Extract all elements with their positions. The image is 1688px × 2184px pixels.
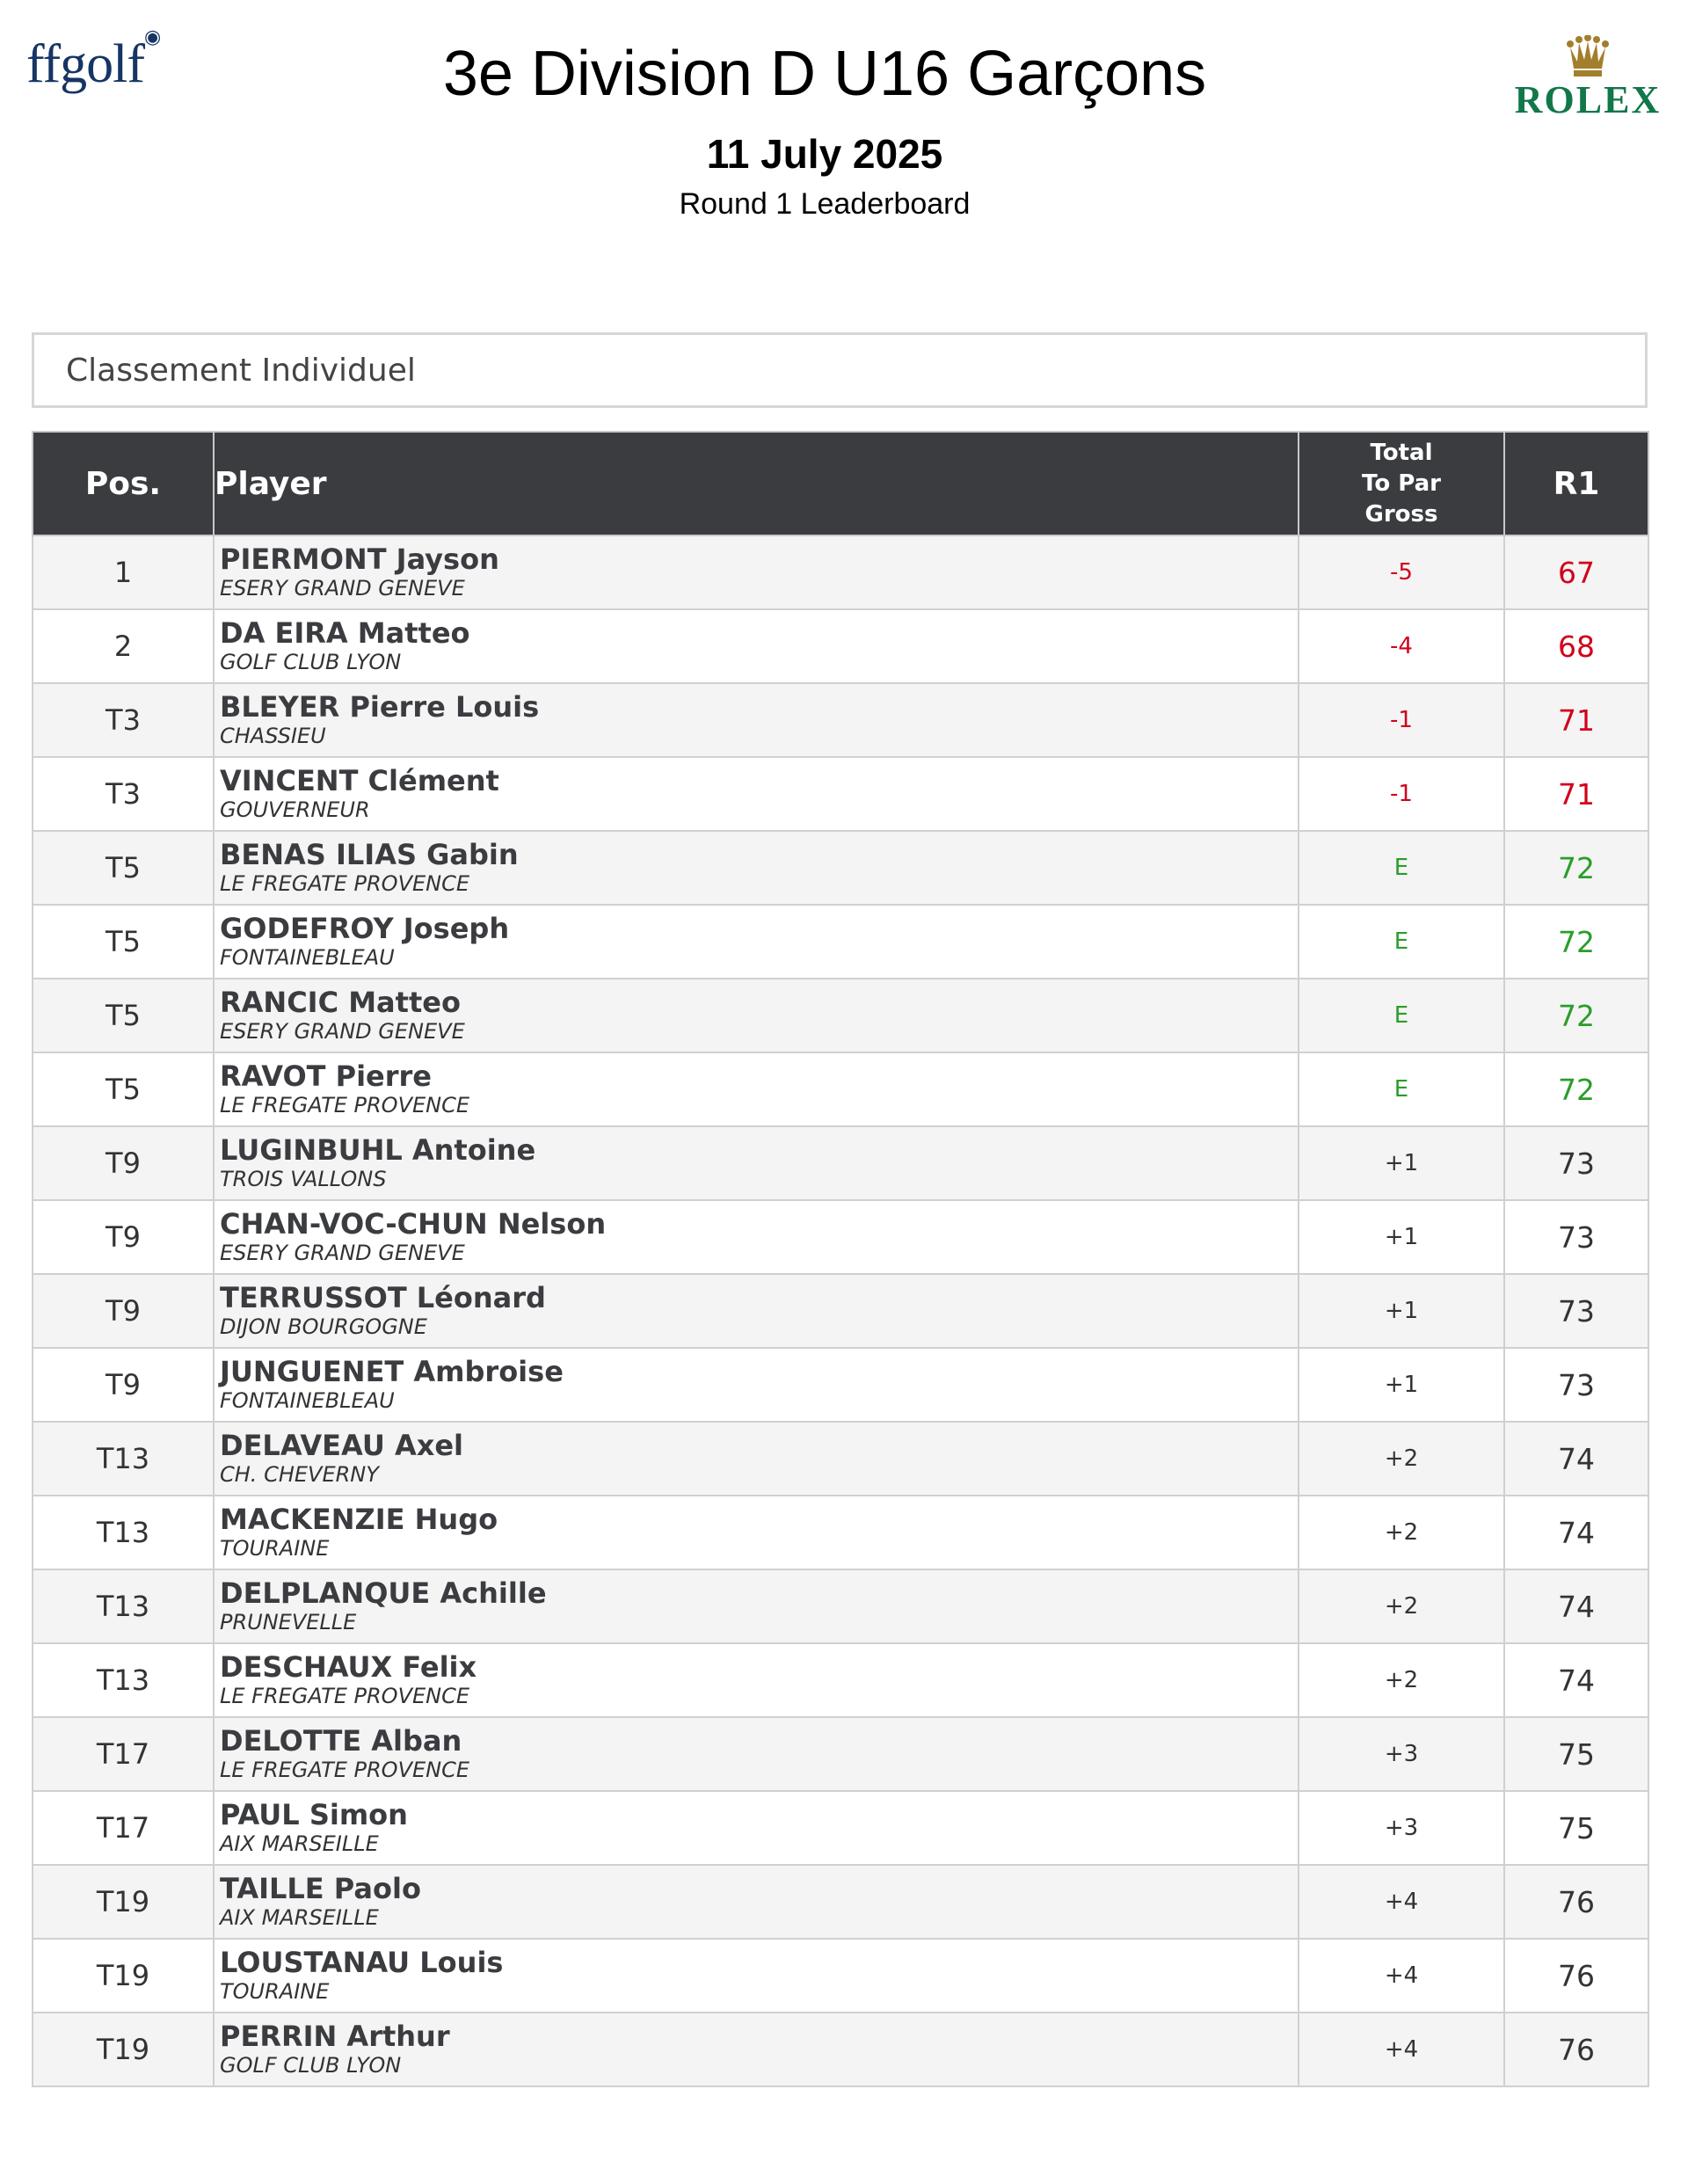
player-club: LE FREGATE PROVENCE xyxy=(220,871,470,896)
round-label: Round 1 Leaderboard xyxy=(679,187,971,221)
position-cell: 1 xyxy=(33,535,214,609)
player-name[interactable]: JUNGUENET Ambroise xyxy=(220,1355,564,1388)
section-title: Classement Individuel xyxy=(66,353,416,389)
to-par-cell: +1 xyxy=(1299,1126,1504,1200)
player-club: GOLF CLUB LYON xyxy=(220,2053,402,2078)
player-name[interactable]: MACKENZIE Hugo xyxy=(220,1503,498,1536)
player-name[interactable]: TERRUSSOT Léonard xyxy=(220,1281,546,1314)
round1-score-cell: 67 xyxy=(1504,535,1648,609)
ffgolf-swirl-icon: ◉ xyxy=(144,25,161,48)
to-par-cell: +4 xyxy=(1299,1939,1504,2013)
table-row[interactable] xyxy=(33,1496,1648,1569)
to-par-cell: +3 xyxy=(1299,1791,1504,1865)
position-cell: T9 xyxy=(33,1348,214,1422)
player-cell[interactable] xyxy=(214,1643,1299,1717)
player-club: CHASSIEU xyxy=(220,724,326,748)
to-par-cell: E xyxy=(1299,905,1504,979)
player-cell[interactable] xyxy=(214,1200,1299,1274)
player-club: TOURAINE xyxy=(220,1536,330,1561)
to-par-cell: -1 xyxy=(1299,757,1504,831)
player-club: FONTAINEBLEAU xyxy=(220,1388,395,1413)
event-date: 11 July 2025 xyxy=(706,131,943,177)
round1-score-cell: 72 xyxy=(1504,1052,1648,1126)
round1-score-cell: 71 xyxy=(1504,757,1648,831)
player-club: CH. CHEVERNY xyxy=(220,1462,379,1487)
position-cell: T13 xyxy=(33,1643,214,1717)
player-name[interactable]: RAVOT Pierre xyxy=(220,1059,432,1093)
round1-score-cell: 76 xyxy=(1504,1865,1648,1939)
player-cell[interactable] xyxy=(214,1422,1299,1496)
round1-score-cell: 71 xyxy=(1504,683,1648,757)
player-name[interactable]: PERRIN Arthur xyxy=(220,2020,450,2053)
player-club: ESERY GRAND GENEVE xyxy=(220,1241,465,1265)
player-club: PRUNEVELLE xyxy=(220,1610,357,1634)
to-par-cell: +1 xyxy=(1299,1348,1504,1422)
player-club: GOUVERNEUR xyxy=(220,797,370,822)
player-club: LE FREGATE PROVENCE xyxy=(220,1684,470,1708)
table-row[interactable] xyxy=(33,1865,1648,1939)
player-name[interactable]: DELOTTE Alban xyxy=(220,1724,462,1758)
column-header-par-line3: Gross xyxy=(1364,500,1438,528)
player-club: FONTAINEBLEAU xyxy=(220,945,395,970)
player-cell[interactable] xyxy=(214,535,1299,609)
player-cell[interactable] xyxy=(214,1496,1299,1569)
table-row[interactable] xyxy=(33,979,1648,1052)
player-name[interactable]: LOUSTANAU Louis xyxy=(220,1946,504,1979)
player-club: ESERY GRAND GENEVE xyxy=(220,1019,465,1044)
round1-score-cell: 75 xyxy=(1504,1717,1648,1791)
to-par-cell: +2 xyxy=(1299,1496,1504,1569)
table-row[interactable] xyxy=(33,1348,1648,1422)
round1-score-cell: 73 xyxy=(1504,1274,1648,1348)
ffgolf-logo-text: ffgolf xyxy=(26,34,145,94)
player-cell[interactable] xyxy=(214,609,1299,683)
table-row[interactable] xyxy=(33,1569,1648,1643)
round1-score-cell: 75 xyxy=(1504,1791,1648,1865)
to-par-cell: E xyxy=(1299,831,1504,905)
position-cell: T9 xyxy=(33,1200,214,1274)
player-name[interactable]: VINCENT Clément xyxy=(220,764,499,797)
player-name[interactable]: DELPLANQUE Achille xyxy=(220,1576,547,1610)
table-row[interactable] xyxy=(33,1791,1648,1865)
position-cell: T3 xyxy=(33,757,214,831)
player-cell[interactable] xyxy=(214,831,1299,905)
table-row[interactable] xyxy=(33,1643,1648,1717)
column-header-player[interactable]: Player xyxy=(214,432,1299,535)
round1-score-cell: 76 xyxy=(1504,1939,1648,2013)
player-cell[interactable] xyxy=(214,1717,1299,1791)
player-name[interactable]: BENAS ILIAS Gabin xyxy=(220,838,519,871)
player-cell[interactable] xyxy=(214,1865,1299,1939)
player-name[interactable]: DA EIRA Matteo xyxy=(220,616,470,650)
table-row[interactable] xyxy=(33,1126,1648,1200)
to-par-cell: E xyxy=(1299,979,1504,1052)
to-par-cell: +4 xyxy=(1299,1865,1504,1939)
player-cell[interactable] xyxy=(214,1791,1299,1865)
player-club: AIX MARSEILLE xyxy=(220,1831,379,1856)
position-cell: T9 xyxy=(33,1274,214,1348)
table-row[interactable] xyxy=(33,1422,1648,1496)
to-par-cell: E xyxy=(1299,1052,1504,1126)
player-cell[interactable] xyxy=(214,1126,1299,1200)
player-name[interactable]: DELAVEAU Axel xyxy=(220,1429,464,1462)
to-par-cell: +2 xyxy=(1299,1422,1504,1496)
player-cell[interactable] xyxy=(214,979,1299,1052)
round1-score-cell: 74 xyxy=(1504,1643,1648,1717)
player-club: TROIS VALLONS xyxy=(220,1167,387,1191)
round1-score-cell: 72 xyxy=(1504,831,1648,905)
position-cell: T3 xyxy=(33,683,214,757)
player-name[interactable]: RANCIC Matteo xyxy=(220,986,461,1019)
to-par-cell: -5 xyxy=(1299,535,1504,609)
player-cell[interactable] xyxy=(214,1569,1299,1643)
player-name[interactable]: LUGINBUHL Antoine xyxy=(220,1133,536,1167)
to-par-cell: +2 xyxy=(1299,1569,1504,1643)
round1-score-cell: 76 xyxy=(1504,2013,1648,2086)
table-header-row xyxy=(33,432,1648,535)
player-name[interactable]: BLEYER Pierre Louis xyxy=(220,690,540,724)
position-cell: T19 xyxy=(33,1939,214,2013)
player-name[interactable]: TAILLE Paolo xyxy=(220,1872,421,1905)
round1-score-cell: 68 xyxy=(1504,609,1648,683)
to-par-cell: +1 xyxy=(1299,1200,1504,1274)
position-cell: T13 xyxy=(33,1422,214,1496)
table-row[interactable] xyxy=(33,905,1648,979)
player-club: AIX MARSEILLE xyxy=(220,1905,379,1930)
to-par-cell: +2 xyxy=(1299,1643,1504,1717)
position-cell: T17 xyxy=(33,1717,214,1791)
position-cell: T19 xyxy=(33,1865,214,1939)
table-row[interactable] xyxy=(33,683,1648,757)
column-header-total-to-par[interactable] xyxy=(1299,432,1504,535)
round1-score-cell: 74 xyxy=(1504,1569,1648,1643)
table-row[interactable] xyxy=(33,831,1648,905)
table-row[interactable] xyxy=(33,609,1648,683)
to-par-cell: -1 xyxy=(1299,683,1504,757)
position-cell: T17 xyxy=(33,1791,214,1865)
position-cell: T13 xyxy=(33,1496,214,1569)
round1-score-cell: 73 xyxy=(1504,1126,1648,1200)
to-par-cell: +4 xyxy=(1299,2013,1504,2086)
table-row[interactable] xyxy=(33,2013,1648,2086)
table-row[interactable] xyxy=(33,1200,1648,1274)
round1-score-cell: 73 xyxy=(1504,1348,1648,1422)
table-row[interactable] xyxy=(33,1052,1648,1126)
leaderboard-table xyxy=(32,431,1649,2087)
player-name[interactable]: CHAN-VOC-CHUN Nelson xyxy=(220,1207,607,1241)
player-name[interactable]: PAUL Simon xyxy=(220,1798,408,1831)
round1-score-cell: 74 xyxy=(1504,1422,1648,1496)
position-cell: T19 xyxy=(33,2013,214,2086)
player-name[interactable]: GODEFROY Joseph xyxy=(220,912,510,945)
player-cell[interactable] xyxy=(214,1274,1299,1348)
player-cell[interactable] xyxy=(214,1348,1299,1422)
player-club: LE FREGATE PROVENCE xyxy=(220,1093,470,1117)
column-header-pos[interactable]: Pos. xyxy=(33,432,214,535)
player-club: ESERY GRAND GENEVE xyxy=(220,576,465,601)
player-cell[interactable] xyxy=(214,683,1299,757)
rolex-logo-text: ROLEX xyxy=(1514,78,1662,121)
player-name[interactable]: PIERMONT Jayson xyxy=(220,542,499,576)
table-row[interactable] xyxy=(33,757,1648,831)
player-cell[interactable] xyxy=(214,905,1299,979)
round1-score-cell: 72 xyxy=(1504,905,1648,979)
table-row[interactable] xyxy=(33,535,1648,609)
table-row[interactable] xyxy=(33,1939,1648,2013)
column-header-par-line1: Total xyxy=(1370,439,1433,466)
player-club: DIJON BOURGOGNE xyxy=(220,1314,427,1339)
player-cell[interactable] xyxy=(214,757,1299,831)
position-cell: 2 xyxy=(33,609,214,683)
table-row[interactable] xyxy=(33,1717,1648,1791)
column-header-r1[interactable]: R1 xyxy=(1504,432,1648,535)
player-club: GOLF CLUB LYON xyxy=(220,650,402,674)
position-cell: T13 xyxy=(33,1569,214,1643)
position-cell: T5 xyxy=(33,979,214,1052)
position-cell: T5 xyxy=(33,905,214,979)
position-cell: T5 xyxy=(33,831,214,905)
player-cell[interactable] xyxy=(214,1939,1299,2013)
position-cell: T5 xyxy=(33,1052,214,1126)
player-name[interactable]: DESCHAUX Felix xyxy=(220,1650,477,1684)
column-header-par-line2: To Par xyxy=(1362,470,1441,497)
section-header xyxy=(32,332,1648,408)
player-club: TOURAINE xyxy=(220,1979,330,2004)
round1-score-cell: 73 xyxy=(1504,1200,1648,1274)
player-cell[interactable] xyxy=(214,2013,1299,2086)
to-par-cell: +1 xyxy=(1299,1274,1504,1348)
to-par-cell: +3 xyxy=(1299,1717,1504,1791)
round1-score-cell: 74 xyxy=(1504,1496,1648,1569)
round1-score-cell: 72 xyxy=(1504,979,1648,1052)
to-par-cell: -4 xyxy=(1299,609,1504,683)
player-cell[interactable] xyxy=(214,1052,1299,1126)
position-cell: T9 xyxy=(33,1126,214,1200)
table-row[interactable] xyxy=(33,1274,1648,1348)
page-title: 3e Division D U16 Garçons xyxy=(442,39,1207,109)
player-club: LE FREGATE PROVENCE xyxy=(220,1758,470,1782)
